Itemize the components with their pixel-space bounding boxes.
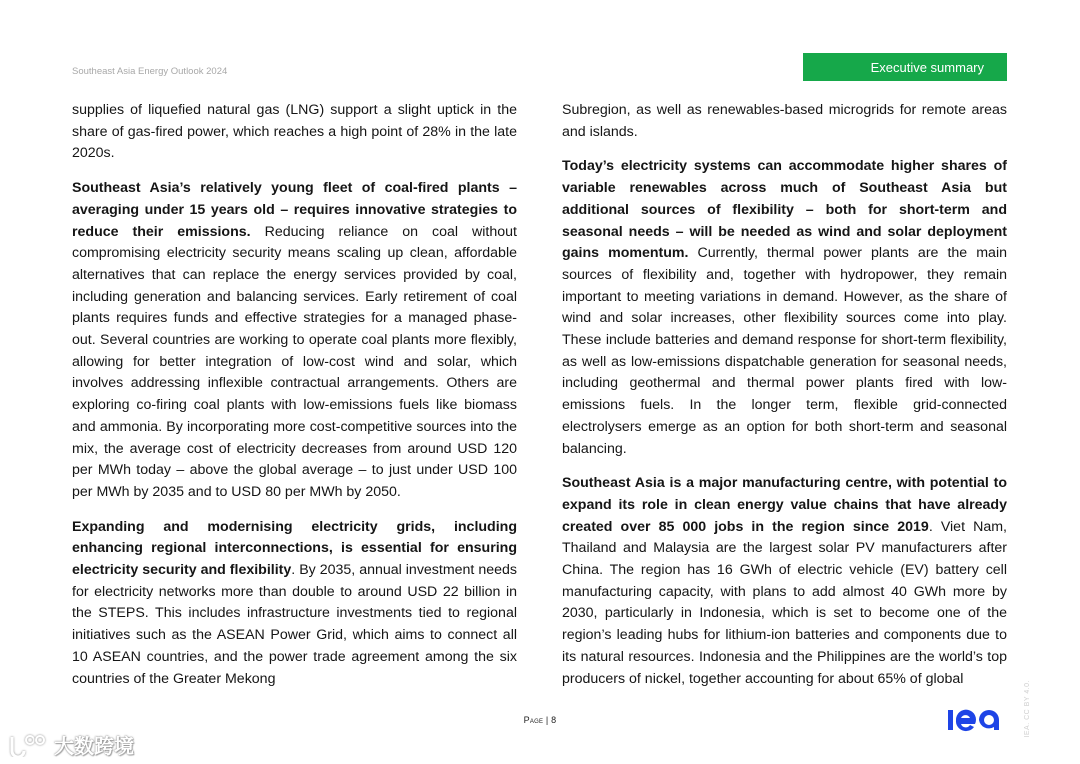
paragraph: Subregion, as well as renewables-based microgrids for remote areas and islands. <box>562 102 1007 140</box>
iea-logo <box>947 704 1007 734</box>
paragraph: Southeast Asia’s relatively young fleet of coal-fired plants – averaging under 15 years old – requires innovative strategies to reduce their emissions. Reducing reliance on coal without compromising electricity security means scaling up clean, affordable alternatives that can replace the energy services provided by coal, including generation and balancing services. Early retirement of coal plants requires funds and effective strategies for a managed phase-out. Several countries are working to operate coal plants more flexibly, allowing for better integration of low-cost wind and solar, which involves addressing inflexible contractual arrangements. Others are exploring co-firing coal plants with low-emissions fuels like biomass and ammonia. By incorporating more cost-competitive sources into the mix, the average cost of electricity decreases from around USD 120 per MWh today – above the global average – to just under USD 100 per MWh by 2035 and to USD 80 per MWh by 2050. <box>72 180 517 500</box>
watermark-text: 大数跨境 <box>54 736 134 758</box>
page-number: Page | 8 <box>523 715 557 725</box>
watermark-logo-icon <box>8 733 48 757</box>
right-column <box>562 100 1007 703</box>
watermark <box>8 730 134 759</box>
paragraph-lead: Expanding and modernising electricity grids, including enhancing regional interconnections, is essential for ensuring electricity security and flexibility <box>72 518 517 579</box>
paragraph-lead: Southeast Asia is a major manufacturing centre, with potential to expand its role in clean energy value chains that have already created over 85 000 jobs in the region since 2019 <box>562 475 1007 535</box>
paragraph: Southeast Asia is a major manufacturing centre, with potential to expand its role in clean energy value chains that have already created over 85 000 jobs in the region since 2019. Viet Nam, Thailand and Malaysia are the largest solar PV manufacturers after China. The region has 16 GWh of electric vehicle (EV) battery cell manufacturing capacity, with plans to add almost 40 GWh more by 2030, particularly in Indonesia, which is set to become one of the region’s leading hubs for lithium-ion batteries and components due to its natural resources. Indonesia and the Philippines are the world’s top producers of nickel, together accounting for about 65% of global <box>562 475 1007 687</box>
paragraph-lead: Southeast Asia’s relatively young fleet of coal-fired plants – averaging under 15 years old – requires innovative strategies to reduce their emissions. <box>72 180 517 240</box>
running-title: Southeast Asia Energy Outlook 2024 <box>72 66 228 77</box>
paragraph-lead: Today’s electricity systems can accommodate higher shares of variable renewables across much of Southeast Asia but additional sources of flexibility – both for short-term and seasonal needs – will be needed as wind and solar deployment gains momentum. <box>562 158 1007 262</box>
license-text: IEA. CC BY 4.0. <box>1024 680 1031 738</box>
paragraph: Today’s electricity systems can accommodate higher shares of variable renewables across much of Southeast Asia but additional sources of flexibility – both for short-term and seasonal needs – will be needed as wind and solar deployment gains momentum. Currently, thermal power plants are the main sources of flexibility and, together with hydropower, they remain important to meeting variations in demand. However, as the share of wind and solar increases, other flexibility sources come into play. These include batteries and demand response for short-term flexibility, as well as low-emissions dispatchable generation for seasonal needs, including geothermal and thermal power plants fired with low-emissions fuels. In the longer term, flexible grid-connected electrolysers emerge as an option for both short-term and seasonal balancing. <box>562 158 1007 457</box>
paragraph: supplies of liquefied natural gas (LNG) support a slight uptick in the share of gas-fired power, which reaches a high point of 28% in the late 2020s. <box>72 102 517 162</box>
section-tab <box>803 53 1007 81</box>
left-column <box>72 100 517 703</box>
paragraph: Expanding and modernising electricity grids, including enhancing regional interconnections, is essential for ensuring electricity security and flexibility. By 2035, annual investment needs for electricity networks more than double to around USD 22 billion in the STEPS. This includes infrastructure investments tied to regional initiatives such as the ASEAN Power Grid, which aims to connect all 10 ASEAN countries, and the power trade agreement among the six countries of the Greater Mekong <box>72 518 517 687</box>
section-tab-label: Executive summary <box>870 59 984 75</box>
iea-logo-icon <box>947 704 1007 734</box>
